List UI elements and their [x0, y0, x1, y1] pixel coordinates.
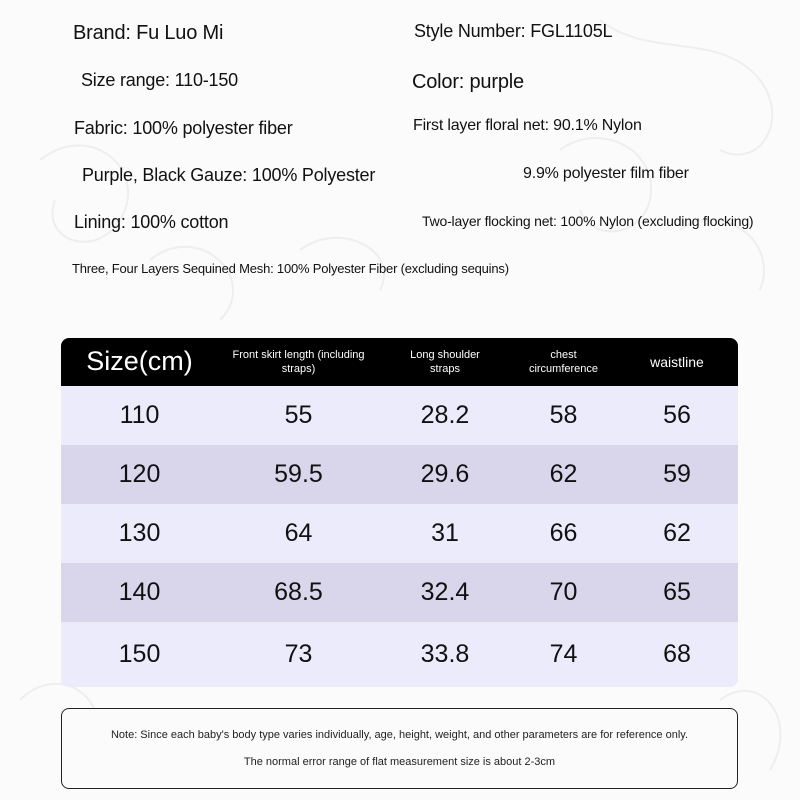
- size-range-text: Size range: 110-150: [81, 70, 238, 90]
- table-row: [61, 622, 738, 687]
- table-header-row: [61, 338, 738, 386]
- cell-waistline: 62: [663, 519, 691, 547]
- table-row: [61, 386, 738, 445]
- cell-front-skirt-length: 55: [284, 401, 313, 429]
- cell-shoulder-straps: 29.6: [420, 460, 470, 488]
- brand-text: Brand: Fu Luo Mi: [73, 22, 224, 44]
- cell-shoulder-straps: 33.8: [420, 640, 470, 668]
- cell-shoulder-straps: 31: [431, 519, 459, 547]
- style-number-text: Style Number: FGL1105L: [414, 21, 613, 41]
- note-line-2: The normal error range of flat measurement size is about 2-3cm: [243, 756, 556, 768]
- cell-size: 150: [118, 640, 161, 668]
- measurement-note-box: [61, 708, 738, 789]
- table-body: [61, 386, 738, 687]
- cell-chest: 74: [549, 640, 578, 668]
- cell-chest: 62: [549, 460, 578, 488]
- table-row: [61, 504, 738, 563]
- header-waistline: waistline: [650, 353, 704, 370]
- color-text: Color: purple: [412, 71, 524, 93]
- cell-chest: 70: [549, 578, 578, 606]
- size-chart-table: [61, 338, 738, 687]
- cell-size: 130: [118, 519, 161, 547]
- cell-waistline: 65: [663, 578, 691, 606]
- cell-shoulder-straps: 32.4: [420, 578, 470, 606]
- table-row: [61, 563, 738, 622]
- cell-waistline: 68: [663, 640, 691, 668]
- note-line-1: Note: Since each baby's body type varies individually, age, height, weight, and other parameters are for reference only.: [110, 729, 689, 741]
- cell-waistline: 59: [663, 460, 691, 488]
- sequined-mesh-text: Three, Four Layers Sequined Mesh: 100% Polyester Fiber (excluding sequins): [72, 261, 509, 276]
- first-layer-text: First layer floral net: 90.1% Nylon: [413, 117, 642, 134]
- cell-front-skirt-length: 68.5: [274, 578, 323, 606]
- header-long-shoulder-straps: Long shoulder straps: [410, 348, 480, 375]
- cell-size: 120: [118, 460, 161, 488]
- cell-front-skirt-length: 59.5: [274, 460, 323, 488]
- cell-chest: 66: [549, 519, 578, 547]
- cell-front-skirt-length: 73: [284, 640, 313, 668]
- cell-shoulder-straps: 28.2: [420, 401, 470, 429]
- lining-text: Lining: 100% cotton: [74, 212, 229, 232]
- header-size: Size(cm): [86, 346, 193, 377]
- header-front-skirt-length: Front skirt length (including straps): [232, 348, 365, 375]
- table-row: [61, 445, 738, 504]
- cell-size: 140: [118, 578, 161, 606]
- film-fiber-text: 9.9% polyester film fiber: [523, 165, 689, 182]
- cell-waistline: 56: [663, 401, 691, 429]
- gauze-text: Purple, Black Gauze: 100% Polyester: [82, 165, 376, 185]
- cell-front-skirt-length: 64: [284, 519, 313, 547]
- header-chest-circumference: chest circumference: [528, 348, 599, 375]
- fabric-text: Fabric: 100% polyester fiber: [74, 118, 293, 138]
- cell-size: 110: [119, 401, 160, 429]
- flocking-text: Two-layer flocking net: 100% Nylon (excluding flocking): [422, 213, 754, 229]
- cell-chest: 58: [549, 401, 578, 429]
